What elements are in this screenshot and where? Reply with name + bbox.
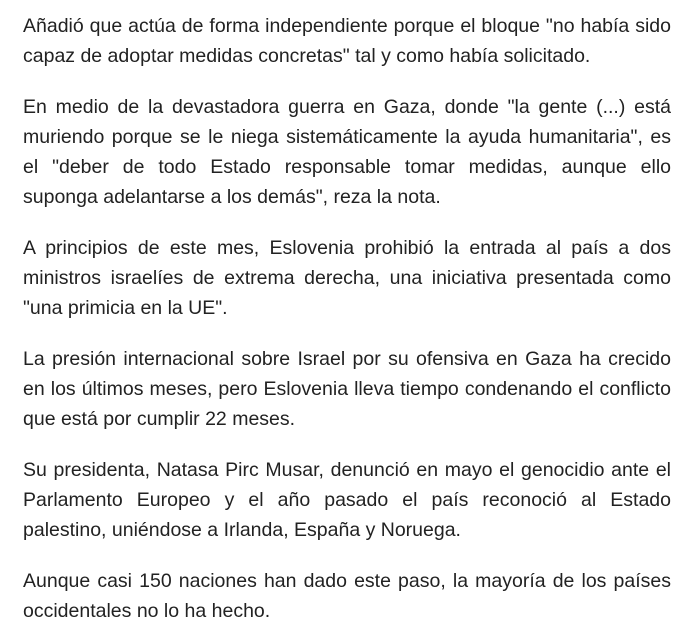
article-paragraph: A principios de este mes, Eslovenia prohibió la entrada al país a dos ministros israelíes de extrema derecha, una iniciativa presentada como "una primicia en la UE". (23, 237, 671, 319)
article-body (23, 11, 671, 626)
article-paragraph: En medio de la devastadora guerra en Gaza, donde "la gente (...) está muriendo porque se le niega sistemáticamente la ayuda humanitaria", es el "deber de todo Estado responsable tomar medidas, aunque ello suponga adelantarse a los demás", reza la nota. (23, 96, 671, 208)
article-paragraph: Aunque casi 150 naciones han dado este paso, la mayoría de los países occidentales no lo ha hecho. (23, 570, 671, 622)
article-paragraph: Su presidenta, Natasa Pirc Musar, denunció en mayo el genocidio ante el Parlamento Europeo y el año pasado el país reconoció al Estado palestino, uniéndose a Irlanda, España y Noruega. (23, 459, 671, 541)
article-paragraph: Añadió que actúa de forma independiente porque el bloque "no había sido capaz de adoptar medidas concretas" tal y como había solicitado. (23, 15, 671, 67)
article-paragraph: La presión internacional sobre Israel por su ofensiva en Gaza ha crecido en los últimos meses, pero Eslovenia lleva tiempo condenando el conflicto que está por cumplir 22 meses. (23, 348, 671, 430)
